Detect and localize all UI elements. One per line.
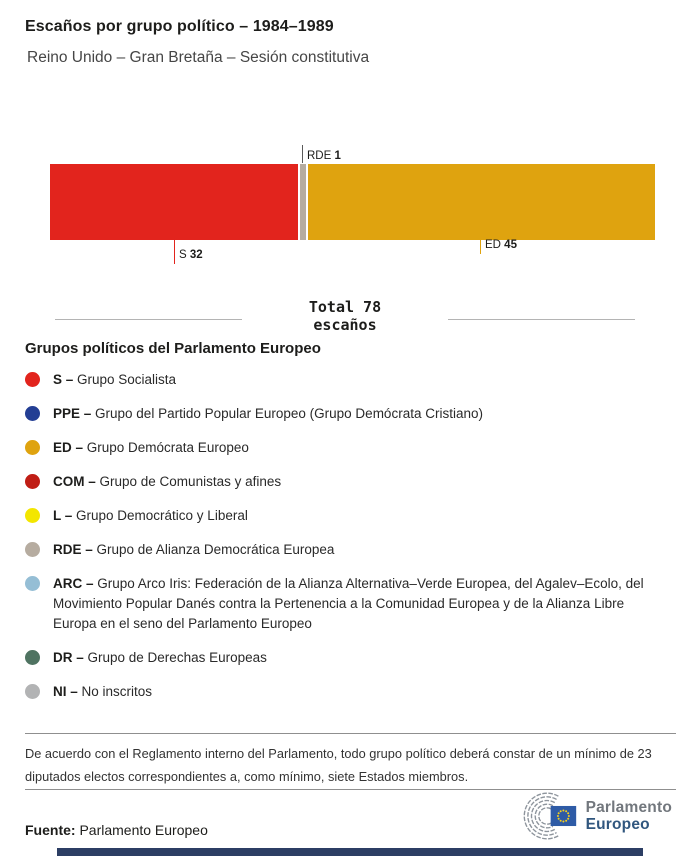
page-subtitle: Reino Unido – Gran Bretaña – Sesión constitutiva: [27, 49, 370, 66]
eu-flag: [550, 806, 576, 826]
page-title: Escaños por grupo político – 1984–1989: [25, 18, 334, 35]
parliament-hemicycle-icon: [516, 792, 578, 840]
legend-color-dot: [25, 542, 40, 557]
bar-segment-RDE: [298, 164, 306, 240]
legend-item-ARC: [25, 574, 670, 634]
logo-line1: Parlamento: [585, 799, 672, 816]
footnote-text: De acuerdo con el Reglamento interno del Parlamento, todo grupo político deberá constar de un mínimo de 23 diputados electos correspondientes a, como mínimo, siete Estados miembros.: [25, 746, 652, 784]
bar-tick-ED: [480, 240, 481, 254]
legend-item-RDE: [25, 540, 670, 560]
legend-color-dot: [25, 440, 40, 455]
legend-item-L: [25, 506, 670, 526]
footer-divider-top: [25, 733, 676, 734]
logo-wordmark: [586, 799, 672, 833]
legend-color-dot: [25, 508, 40, 523]
source-label: Fuente:: [25, 822, 76, 838]
bar-tick-RDE: [302, 145, 303, 163]
legend-color-dot: [25, 406, 40, 421]
european-parliament-logo: [516, 792, 672, 840]
legend-color-dot: [25, 576, 40, 591]
bar-tick-S: [174, 240, 175, 264]
legend-item-text: ED – Grupo Demócrata Europeo: [53, 440, 249, 455]
source-value: Parlamento Europeo: [79, 822, 208, 838]
legend-item-text: NI – No inscritos: [53, 684, 153, 699]
total-seats-label: Total 78 escaños: [308, 298, 382, 334]
legend-item-text: ARC – Grupo Arco Iris: Federación de la Alianza Alternativa–Verde Europea, del Agalev–Ecolo, del Movimiento Popular Danés contra la Pertenencia a la Comunidad Europea y de la Alianza Libre Europa en el seno del Parlamento Europeo: [53, 576, 644, 631]
legend-item-text: COM – Grupo de Comunistas y afines: [53, 474, 282, 489]
bar-label-RDE: RDE 1: [307, 150, 341, 162]
stacked-seat-bar: [50, 164, 655, 240]
legend-item-S: [25, 370, 670, 390]
total-rule-left: [55, 319, 242, 320]
legend-item-text: S – Grupo Socialista: [53, 372, 177, 387]
legend-item-text: PPE – Grupo del Partido Popular Europeo (Grupo Demócrata Cristiano): [53, 406, 483, 421]
bar-label-S: S 32: [179, 249, 203, 261]
bar-label-ED: ED 45: [485, 239, 517, 251]
legend-list: [25, 370, 670, 716]
legend-color-dot: [25, 474, 40, 489]
bar-segment-S: [50, 164, 298, 240]
legend-item-text: DR – Grupo de Derechas Europeas: [53, 650, 267, 665]
legend-item-text: RDE – Grupo de Alianza Democrática Europea: [53, 542, 335, 557]
bar-segment-ED: [306, 164, 655, 240]
total-seats-row: [55, 298, 635, 334]
footer-divider-bottom: [25, 789, 676, 790]
legend-color-dot: [25, 684, 40, 699]
legend-item-COM: [25, 472, 670, 492]
source-row: [25, 822, 208, 838]
legend-item-NI: [25, 682, 670, 702]
legend-item-ED: [25, 438, 670, 458]
total-rule-right: [448, 319, 635, 320]
logo-line2: Europeo: [585, 816, 650, 833]
legend-color-dot: [25, 650, 40, 665]
bottom-accent-bar: [57, 848, 643, 856]
legend-item-PPE: [25, 404, 670, 424]
legend-color-dot: [25, 372, 40, 387]
legend-heading: Grupos políticos del Parlamento Europeo: [25, 340, 321, 357]
legend-item-DR: [25, 648, 670, 668]
legend-item-text: L – Grupo Democrático y Liberal: [53, 508, 248, 523]
